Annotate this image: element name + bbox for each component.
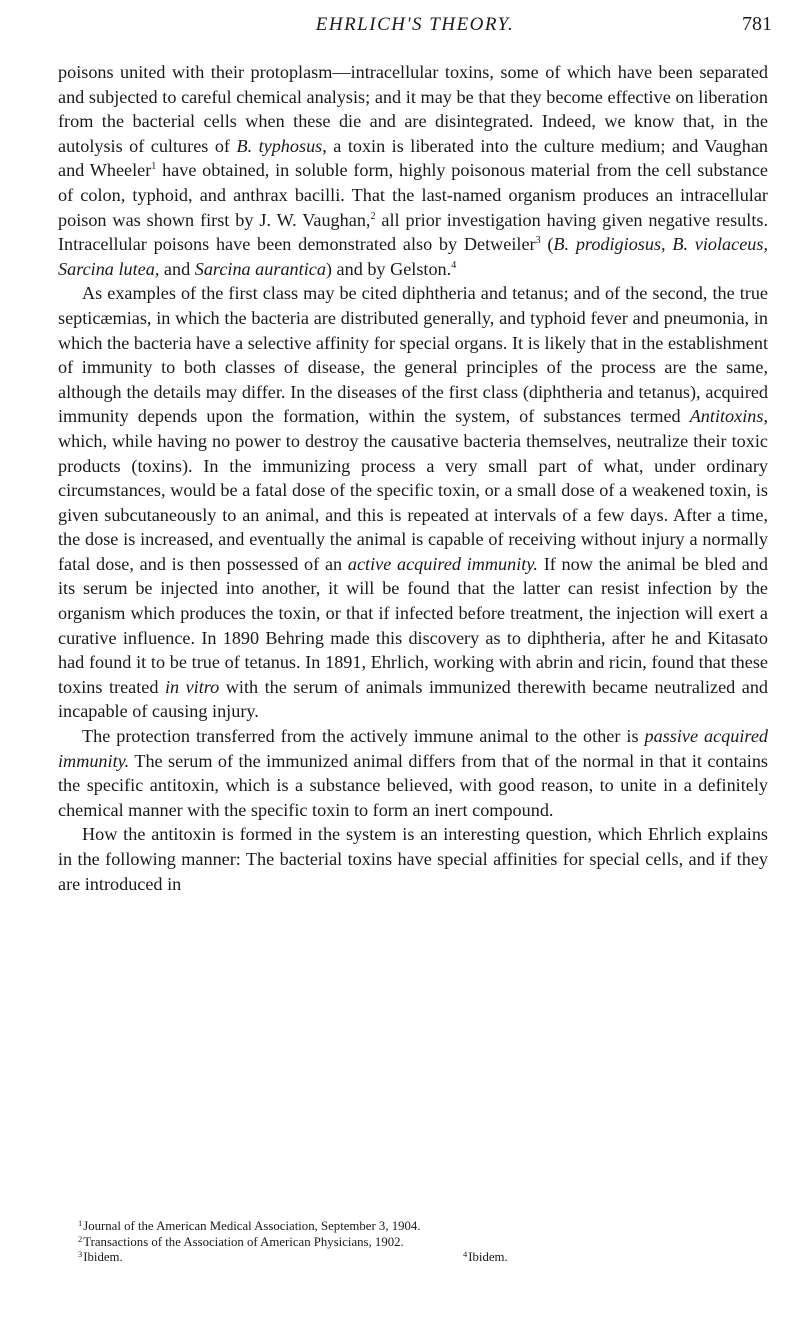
footnote-mark: 4 — [463, 1249, 468, 1259]
text-run: The protection transferred from the actively immune animal to the other is — [82, 726, 645, 747]
italic-text: B. prodigiosus, B. violaceus, Sarcina lutea, — [58, 234, 768, 279]
text-run: As examples of the first class may be cited diphtheria and tetanus; and of the second, the true septicæmias, in which the bacteria are distributed generally, and typhoid fever and pneumonia, in which the bacteria have a selective affinity for special organs. It is likely that in the establishment of immunity to both classes of disease, the general principles of the process are the same, although the details may differ. In the diseases of the first class (diphtheria and tetanus), acquired immunity depends upon the formation, within the system, of substances termed — [58, 283, 768, 427]
italic-text: B. typhosus — [236, 135, 323, 156]
footnote-mark: 3 — [78, 1249, 83, 1259]
footnote — [463, 1250, 508, 1266]
text-run: , a toxin is liberated into the culture medium; and Vaughan and Wheeler — [58, 135, 768, 181]
footnote-text: Ibidem. — [83, 1250, 123, 1264]
footnote-mark: 1 — [78, 1218, 83, 1228]
text-run: The serum of the immunized animal differs from that of the normal in that it contains the specific antitoxin, which is a substance believed, with good reason, to unite in a definitely chemical manner with the specific toxin to form an inert compound. — [58, 750, 768, 820]
page-number: 781 — [742, 13, 772, 35]
footnotes — [78, 1219, 768, 1266]
text-run: all prior investigation having given negative results. Intracellular poisons have been demonstrated also by Detweiler — [58, 209, 768, 255]
italic-text: passive acquired immunity. — [58, 726, 768, 771]
footnote-line — [78, 1235, 768, 1251]
footnote-ref: 1 — [151, 161, 157, 173]
footnote — [78, 1235, 404, 1251]
footnote-line — [78, 1250, 768, 1266]
italic-text: Antitoxins — [689, 406, 764, 427]
footnote-ref: 2 — [370, 210, 376, 222]
text-run: with the serum of animals immunized therewith became neutralized and incapable of causing injury. — [58, 676, 769, 722]
text-run: poisons united with their protoplasm—intracellular toxins, some of which have been separated and subjected to careful chemical analysis; and it may be that they become effective on liberation from the bacterial cells when these die and are disintegrated. Indeed, we know that, in the autolysis of cultures of — [58, 62, 768, 156]
paragraph — [58, 822, 768, 896]
footnote-text: Transactions of the Association of American Physicians, 1902. — [83, 1234, 404, 1249]
footnote-ref: 4 — [451, 259, 457, 271]
paragraph — [58, 60, 768, 281]
footnote-text: Journal of the American Medical Association, September 3, 1904. — [83, 1219, 421, 1233]
text-run: have obtained, in soluble form, highly poisonous material from the cell substance of colon, typhoid, and anthrax bacilli. That the last-named organism produces an intracellular poison was shown first by J. W. Vaughan, — [58, 160, 768, 230]
footnote — [78, 1219, 421, 1235]
running-title: EHRLICH'S THEORY. — [315, 14, 515, 35]
body-text — [58, 60, 768, 896]
paragraph — [58, 281, 768, 724]
footnote — [78, 1250, 463, 1266]
footnote-ref: 3 — [535, 235, 541, 247]
text-run: ) and by Gelston. — [325, 258, 452, 279]
italic-text: active acquired immunity. — [347, 553, 538, 574]
text-run: , which, while having no power to destroy the causative bacteria themselves, neutralize their toxic products (toxins). In the immunizing process a very small part of what, under ordinary circumstances, would be a fatal dose of the specific toxin, or a small dose of a weakened toxin, is given subcutaneously to an animal, and this is repeated at intervals of a few days. After a time, the dose is increased, and eventually the animal is capable of receiving without injury a normally fatal dose, and is then possessed of an — [58, 406, 768, 574]
footnote-text: Ibidem. — [468, 1250, 508, 1264]
text-run: How the antitoxin is formed in the system is an interesting question, which Ehrlich explains in the following manner: The bacterial toxins have special affinities for special cells, and if they are introduced in — [58, 824, 768, 894]
text-run: If now the animal be bled and its serum be injected into another, it will be found that the latter can resist infection by the organism which produces the toxin, or that if infected before treatment, the injection will exert a curative influence. In 1890 Behring made this discovery as to diphtheria, after he and Kitasato had found it to be true of tetanus. In 1891, Ehrlich, working with abrin and ricin, found that these toxins treated — [58, 553, 769, 697]
text-run: ( — [540, 234, 554, 255]
page-header — [58, 6, 772, 42]
text-run: and — [159, 258, 195, 279]
paragraph — [58, 724, 768, 822]
italic-text: in vitro — [164, 676, 220, 697]
italic-text: Sarcina aurantica — [194, 258, 326, 279]
footnote-line — [78, 1219, 768, 1235]
footnote-mark: 2 — [78, 1233, 83, 1244]
